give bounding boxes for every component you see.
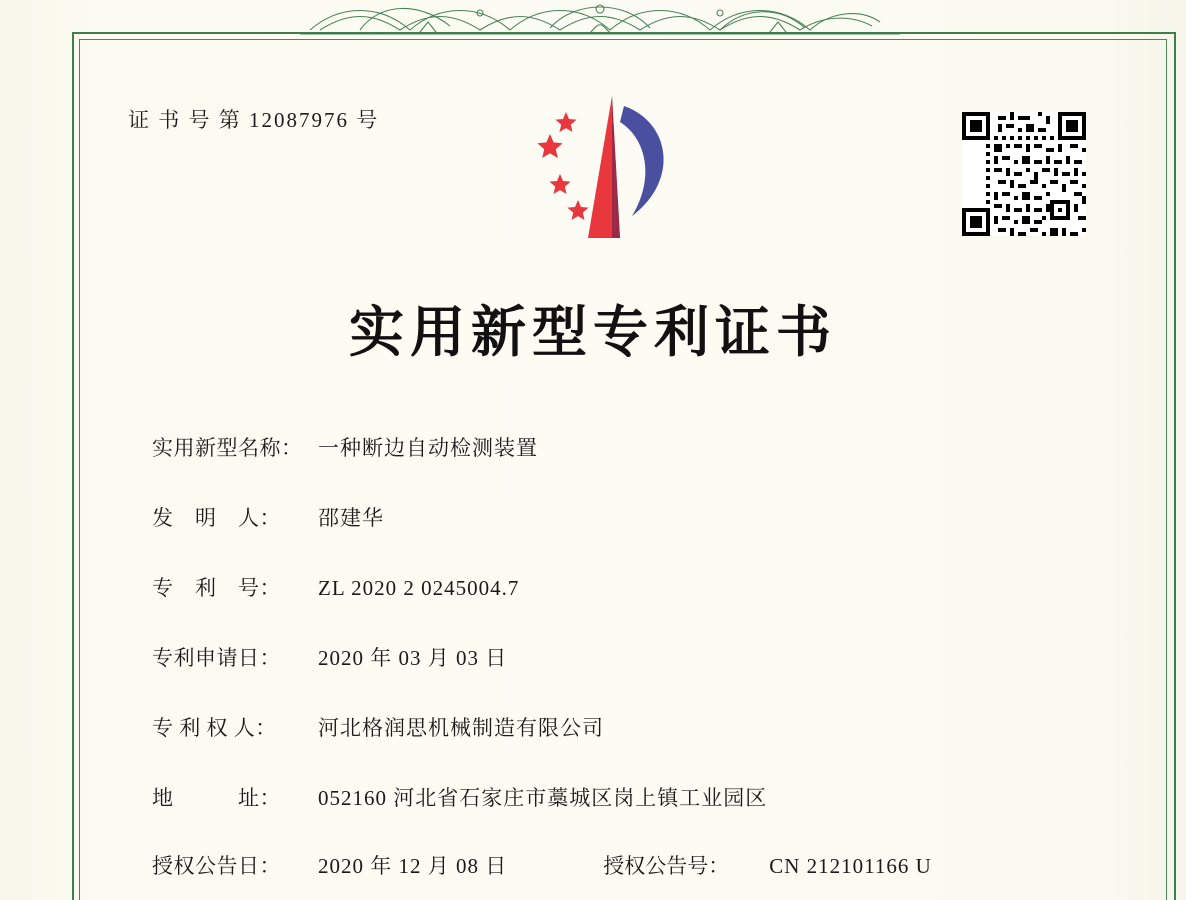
field-row-grant-info bbox=[152, 850, 1102, 880]
grant-number-label: 授权公告号： bbox=[603, 854, 730, 878]
field-value: 2020 年 03 月 03 日 bbox=[318, 646, 508, 670]
field-value: 邵建华 bbox=[318, 506, 384, 530]
field-row-inventor bbox=[152, 502, 1102, 532]
top-ornament-band bbox=[300, 0, 900, 36]
field-label: 发 明 人： bbox=[152, 506, 281, 530]
field-row-utility-model-name bbox=[152, 432, 1102, 462]
field-label: 实用新型名称： bbox=[152, 436, 303, 460]
field-value: 052160 河北省石家庄市藁城区岗上镇工业园区 bbox=[318, 786, 768, 810]
field-row-patentee bbox=[152, 712, 1102, 742]
field-label: 专 利 号： bbox=[152, 576, 281, 600]
grant-date-label: 授权公告日： bbox=[152, 854, 281, 878]
certificate-number: 证 书 号 第 12087976 号 bbox=[128, 108, 380, 132]
qr-code bbox=[962, 112, 1086, 236]
grant-date-value: 2020 年 12 月 08 日 bbox=[318, 854, 508, 878]
field-value: ZL 2020 2 0245004.7 bbox=[318, 576, 520, 600]
field-row-application-date bbox=[152, 642, 1102, 672]
grant-number-group bbox=[603, 850, 932, 880]
field-label: 专 利 权 人： bbox=[152, 716, 277, 740]
field-label: 专利申请日： bbox=[152, 646, 281, 670]
field-list bbox=[152, 432, 1102, 880]
field-row-address bbox=[152, 782, 1102, 812]
page-title: 实用新型专利证书 bbox=[348, 299, 837, 364]
field-value: 河北格润思机械制造有限公司 bbox=[318, 716, 604, 740]
sipo-emblem-icon bbox=[520, 88, 700, 248]
field-label: 地 址： bbox=[152, 786, 281, 810]
field-value: 一种断边自动检测装置 bbox=[318, 436, 538, 460]
field-row-patent-number bbox=[152, 572, 1102, 602]
scan-edge-gutter bbox=[1186, 0, 1200, 900]
grant-number-value: CN 212101166 U bbox=[769, 854, 932, 878]
